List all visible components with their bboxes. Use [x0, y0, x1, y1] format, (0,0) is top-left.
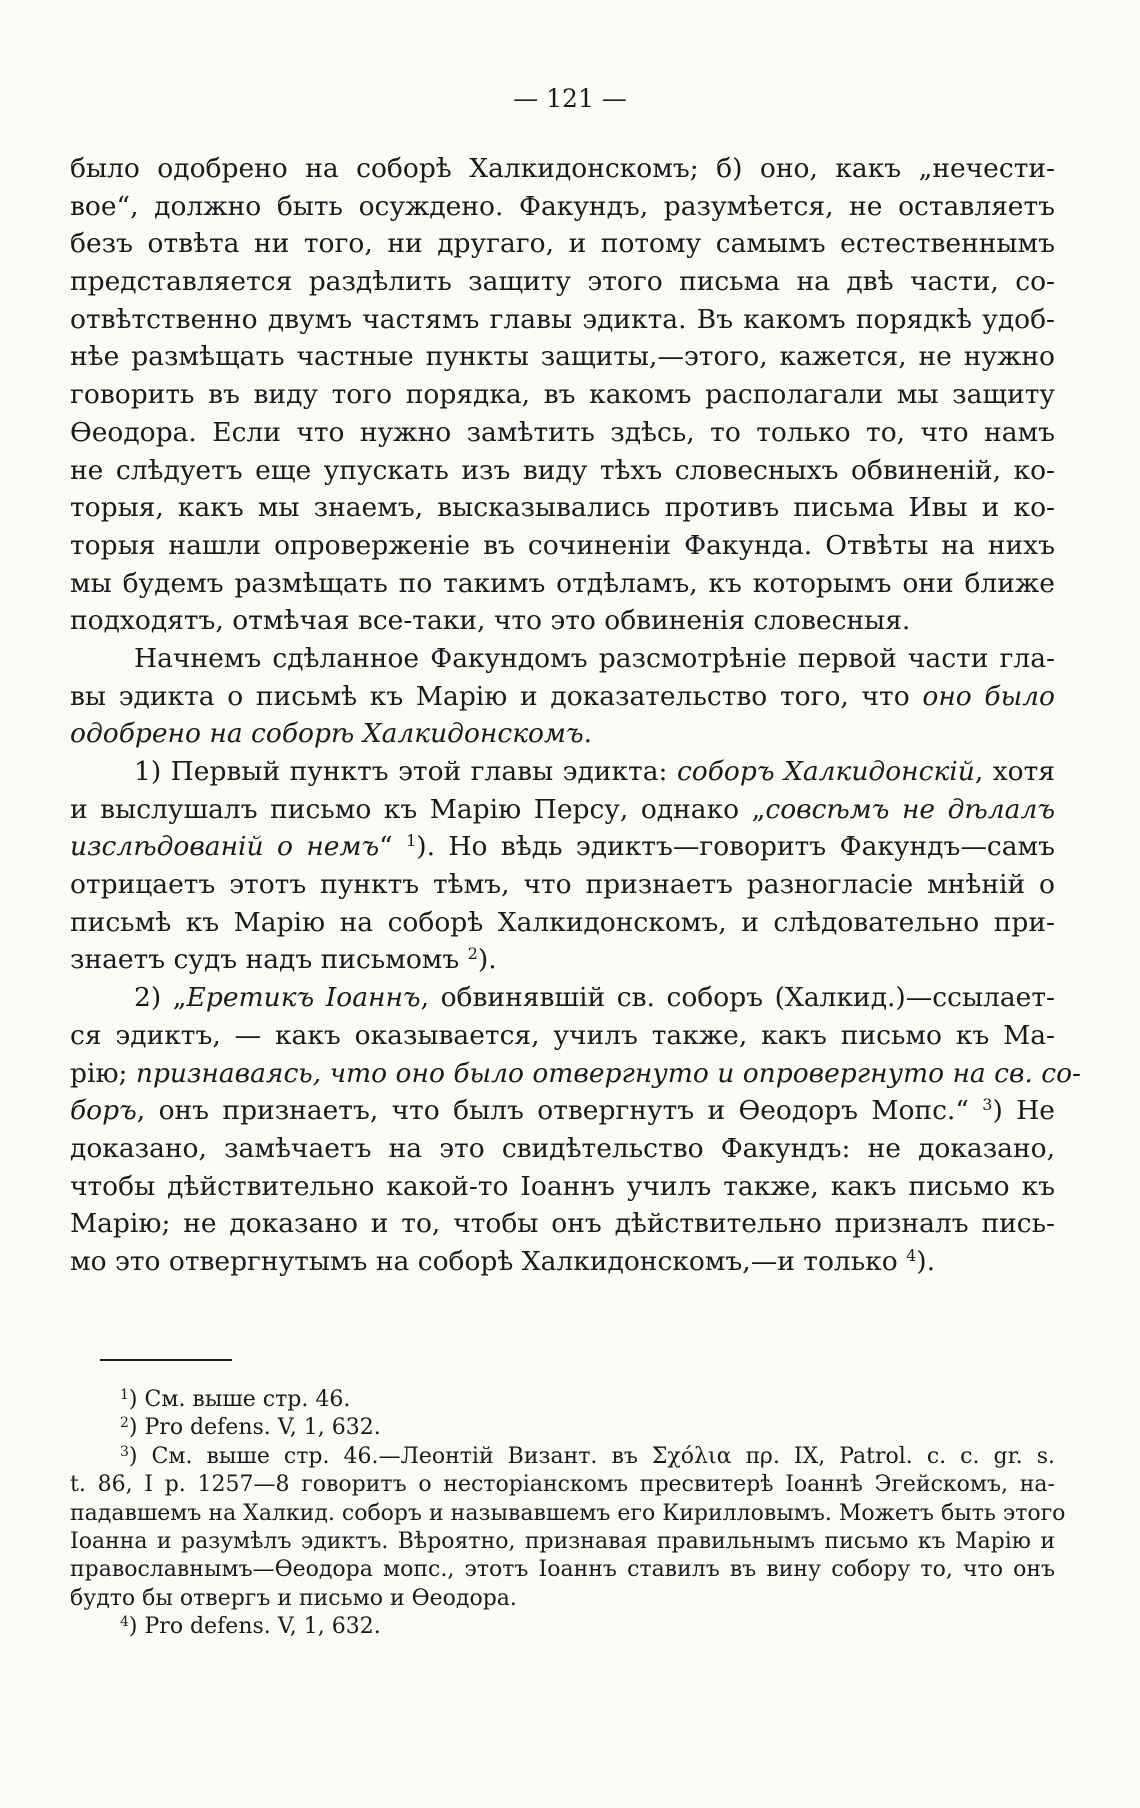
- text-line: представляется раздѣлить защиту этого письма на двѣ части, со-: [70, 266, 1055, 298]
- footnote: $^3$) См. выше стр. 46.—Леонтій Визант. въ Σχόλια πρ. IX, Patrol. c. c. gr. s.: [120, 1443, 1055, 1469]
- text-line: отвѣтственно двумъ частямъ главы эдикта. Въ какомъ порядкѣ удоб-: [70, 303, 1055, 335]
- text-line: рію; признаваясь, что оно было отвергнуто и опровергнуто на св. со-: [70, 1057, 1081, 1089]
- text-line: говорить въ виду того порядка, въ какомъ располагали мы защиту: [70, 379, 1055, 411]
- text-line: вое“, должно быть осуждено. Факундъ, разумѣется, не оставляетъ: [70, 190, 1055, 222]
- text-line: безъ отвѣта ни того, ни другаго, и потому самымъ естественнымъ: [70, 228, 1055, 260]
- text-line: мо это отвергнутымъ на соборѣ Халкидонскомъ,—и только $^4$).: [70, 1245, 936, 1277]
- footnote-continuation: падавшемъ на Халкид. соборъ и называвшемъ его Кирилловымъ. Можетъ быть этого: [70, 1500, 1066, 1526]
- emphasis: изслѣдованій о немъ: [70, 831, 380, 863]
- footnote-continuation: будто бы отвергъ и письмо и Ѳеодора.: [70, 1585, 517, 1611]
- emphasis: боръ: [70, 1095, 137, 1127]
- text-line: торыя, какъ мы знаемъ, высказывались противъ письма Ивы и ко-: [70, 492, 1055, 524]
- text-line: Начнемъ сдѣланное Факундомъ разсмотрѣніе первой части гла-: [134, 642, 1055, 674]
- main-text: [70, 150, 1081, 1281]
- emphasis: одобрено на соборѣ Халкидонскомъ: [70, 718, 584, 750]
- text-line: вы эдикта о письмѣ къ Марію и доказательство того, что оно было: [70, 680, 1056, 712]
- text-line: чтобы дѣйствительно какой-то Іоаннъ училъ также, какъ письмо къ: [70, 1170, 1055, 1202]
- emphasis: Еретикъ Іоаннъ: [186, 982, 421, 1014]
- text-line: Ѳеодора. Если что нужно замѣтить здѣсь, то только то, что намъ: [70, 416, 1055, 448]
- emphasis: признаваясь, что оно было отвергнуто и опровергнуто на св. со-: [135, 1057, 1081, 1089]
- text-line: Марію; не доказано и то, чтобы онъ дѣйствительно призналъ пись-: [70, 1208, 1055, 1240]
- text-line: отрицаетъ этотъ пунктъ тѣмъ, что признаетъ разногласіе мнѣній о: [70, 869, 1055, 901]
- text-line: письмѣ къ Марію на соборѣ Халкидонскомъ, и слѣдовательно при-: [70, 906, 1055, 938]
- footnote: $^2$) Pro defens. V, 1, 632.: [120, 1415, 381, 1441]
- text-line: 1) Первый пунктъ этой главы эдикта: соборъ Халкидонскій, хотя: [134, 756, 1055, 787]
- page-number: — 121 —: [513, 84, 627, 113]
- footnote-ref: 4: [906, 1245, 917, 1265]
- text-line: доказано, замѣчаетъ на это свидѣтельство Факундъ: не доказано,: [70, 1132, 1055, 1164]
- text-line: подходятъ, отмѣчая все-таки, что это обвиненія словесныя.: [70, 605, 911, 637]
- text-line: было одобрено на соборѣ Халкидонскомъ; б) оно, какъ „нечести-: [70, 153, 1055, 184]
- text-line: боръ, онъ признаетъ, что былъ отвергнутъ и Ѳеодоръ Мопс.“ $^3$) Не: [70, 1095, 1055, 1127]
- footnote: $^4$) Pro defens. V, 1, 632.: [120, 1614, 381, 1640]
- text-line: торыя нашли опроверженіе въ сочиненіи Факунда. Отвѣты на нихъ: [70, 529, 1055, 561]
- footnote-continuation: t. 86, I p. 1257—8 говоритъ о несторіанскомъ пресвитерѣ Іоаннѣ Эгейскомъ, на-: [70, 1472, 1055, 1498]
- footnote-ref: 2: [467, 944, 478, 964]
- text-line: не слѣдуетъ еще упускать изъ виду тѣхъ словесныхъ обвиненій, ко-: [70, 454, 1055, 486]
- emphasis: оно было: [922, 680, 1056, 712]
- footnote-continuation: Іоанна и разумѣлъ эдиктъ. Вѣроятно, признавая правильнымъ письмо къ Марію и: [70, 1528, 1055, 1554]
- emphasis: соборъ Халкидонскій: [676, 756, 975, 787]
- text-line: одобрено на соборѣ Халкидонскомъ.: [70, 718, 593, 750]
- footnote-ref: 3: [982, 1095, 993, 1115]
- emphasis: совсѣмъ не дѣлалъ: [765, 793, 1056, 825]
- text-line: 2) „Еретикъ Іоаннъ, обвинявшій св. соборъ (Халкид.)—ссылает-: [134, 982, 1055, 1014]
- footnote-continuation: православнымъ—Ѳеодора мопс., этотъ Іоаннъ ставилъ въ вину собору то, что онъ: [70, 1557, 1055, 1583]
- footnote: $^1$) См. выше стр. 46.: [120, 1387, 351, 1412]
- footnote-divider: [100, 1359, 232, 1361]
- text-line: изслѣдованій о немъ“ $^1$). Но вѣдь эдиктъ—говоритъ Факундъ—самъ: [70, 831, 1055, 863]
- text-line: мы будемъ размѣщать по такимъ отдѣламъ, къ которымъ они ближе: [70, 567, 1055, 599]
- text-line: ся эдиктъ, — какъ оказывается, училъ также, какъ письмо къ Ма-: [70, 1019, 1055, 1051]
- text-line: знаетъ судъ надъ письмомъ $^2$).: [70, 944, 497, 976]
- footnotes: [70, 1386, 1066, 1642]
- footnote-ref: 1: [406, 831, 417, 851]
- text-line: нѣе размѣщать частные пункты защиты,—этого, кажется, не нужно: [70, 341, 1055, 373]
- text-line: и выслушалъ письмо къ Марію Персу, однако „совсѣмъ не дѣлалъ: [70, 793, 1056, 825]
